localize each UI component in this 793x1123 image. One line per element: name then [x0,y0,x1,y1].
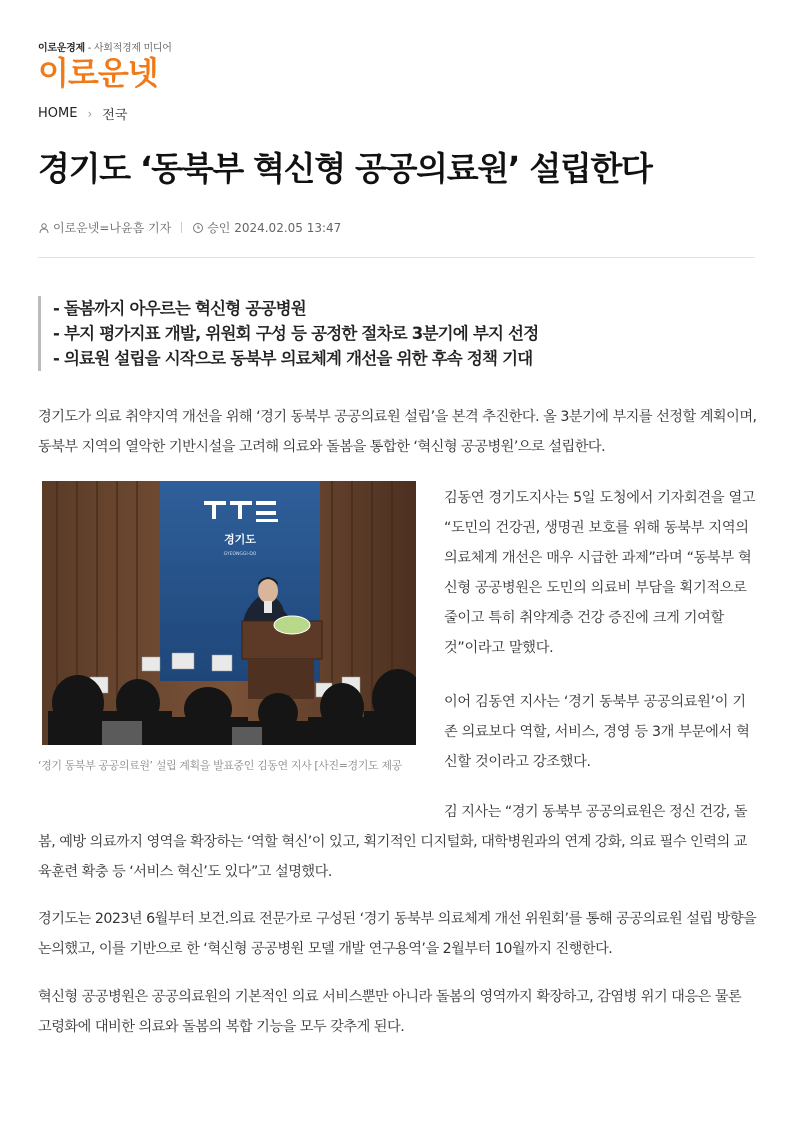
breadcrumb [38,104,127,123]
meta-divider [181,222,182,233]
logo-name: 이로운넷 [38,54,158,92]
person-icon [38,222,50,234]
press-conference-image [42,481,416,745]
clock-icon [192,222,204,234]
article-meta [38,219,341,236]
article-paragraph: 김동연 경기도지사는 5일 도청에서 기자회견을 열고 “도민의 건강권, 생명권 보호를 위해 동북부 지역의 의료체계 개선은 매우 시급한 과제”라며 “동북부 혁신형 공공병원은 도민의 의료비 부담을 획기적으로 줄이고 특히 취약계층 건강 증진에 크게 기여할 것”이라고 말했다. [444,490,756,656]
summary-line: - 부지 평가지표 개발, 위원회 구성 등 공정한 절차로 3분기에 부지 선정 [53,324,539,343]
breadcrumb-section[interactable]: 전국 [102,108,128,123]
svg-text:경기도: 경기도 [224,533,256,546]
article-paragraph: 김 지사는 “경기 동북부 공공의료원은 정신 건강, 돌봄, 예방 의료까지 영역을 확장하는 ‘역할 혁신’이 있고, 획기적인 디지털화, 대학병원과의 연계 강화, 의료 필수 인력의 교육훈련 확충 등 ‘서비스 혁신’도 있다”고 설명했다. [38,804,748,880]
breadcrumb-home[interactable]: HOME [38,106,78,121]
article-paragraph: 경기도는 2023년 6월부터 보건.의료 전문가로 구성된 ‘경기 동북부 의료체계 개선 위원회’를 통해 공공의료원 설립 방향을 논의했고, 이를 기반으로 한 ‘혁신형 공공병원 모델 개발 연구용역’을 2월부터 10월까지 진행한다. [38,911,757,957]
summary-line: - 돌봄까지 아우르는 혁신형 공공병원 [53,299,306,318]
summary-line: - 의료원 설립을 시작으로 동북부 의료체계 개선을 위한 후속 정책 기대 [53,349,533,368]
site-logo[interactable] [38,42,172,92]
approved-date: 승인 2024.02.05 13:47 [207,221,342,235]
logo-tagline: 이로운경제 - 사회적경제 미디어 [38,43,172,54]
photo-caption: ‘경기 동북부 공공의료원’ 설립 계획을 발표중인 김동연 지사 [사진=경기도 제공 [38,759,402,772]
article-paragraph: 혁신형 공공병원은 공공의료원의 기본적인 의료 서비스뿐만 아니라 돌봄의 영역까지 확장하고, 감염병 위기 대응은 물론 고령화에 대비한 의료와 돌봄의 복합 기능을 모두 갖추게 된다. [38,989,742,1035]
article-summary [38,296,538,371]
svg-text:GYEONGGI-DO: GYEONGGI-DO [223,552,257,557]
author-byline: 이로운넷=나윤흠 기자 [53,221,172,235]
article-title: 경기도 ‘동북부 혁신형 공공의료원’ 설립한다 [38,149,652,188]
header-divider [38,257,755,258]
chevron-right-icon: › [87,106,93,121]
article-paragraph: 이어 김동연 지사는 ‘경기 동북부 공공의료원’이 기존 의료보다 역할, 서비스, 경영 등 3개 부문에서 혁신할 것이라고 강조했다. [444,694,750,770]
article-paragraph: 경기도가 의료 취약지역 개선을 위해 ‘경기 동북부 공공의료원 설립’을 본격 추진한다. 올 3분기에 부지를 선정할 계획이며, 동북부 지역의 열악한 기반시설을 고려해 의료와 돌봄을 통합한 ‘혁신형 공공병원’으로 설립한다. [38,409,757,455]
article-photo[interactable] [42,481,416,745]
